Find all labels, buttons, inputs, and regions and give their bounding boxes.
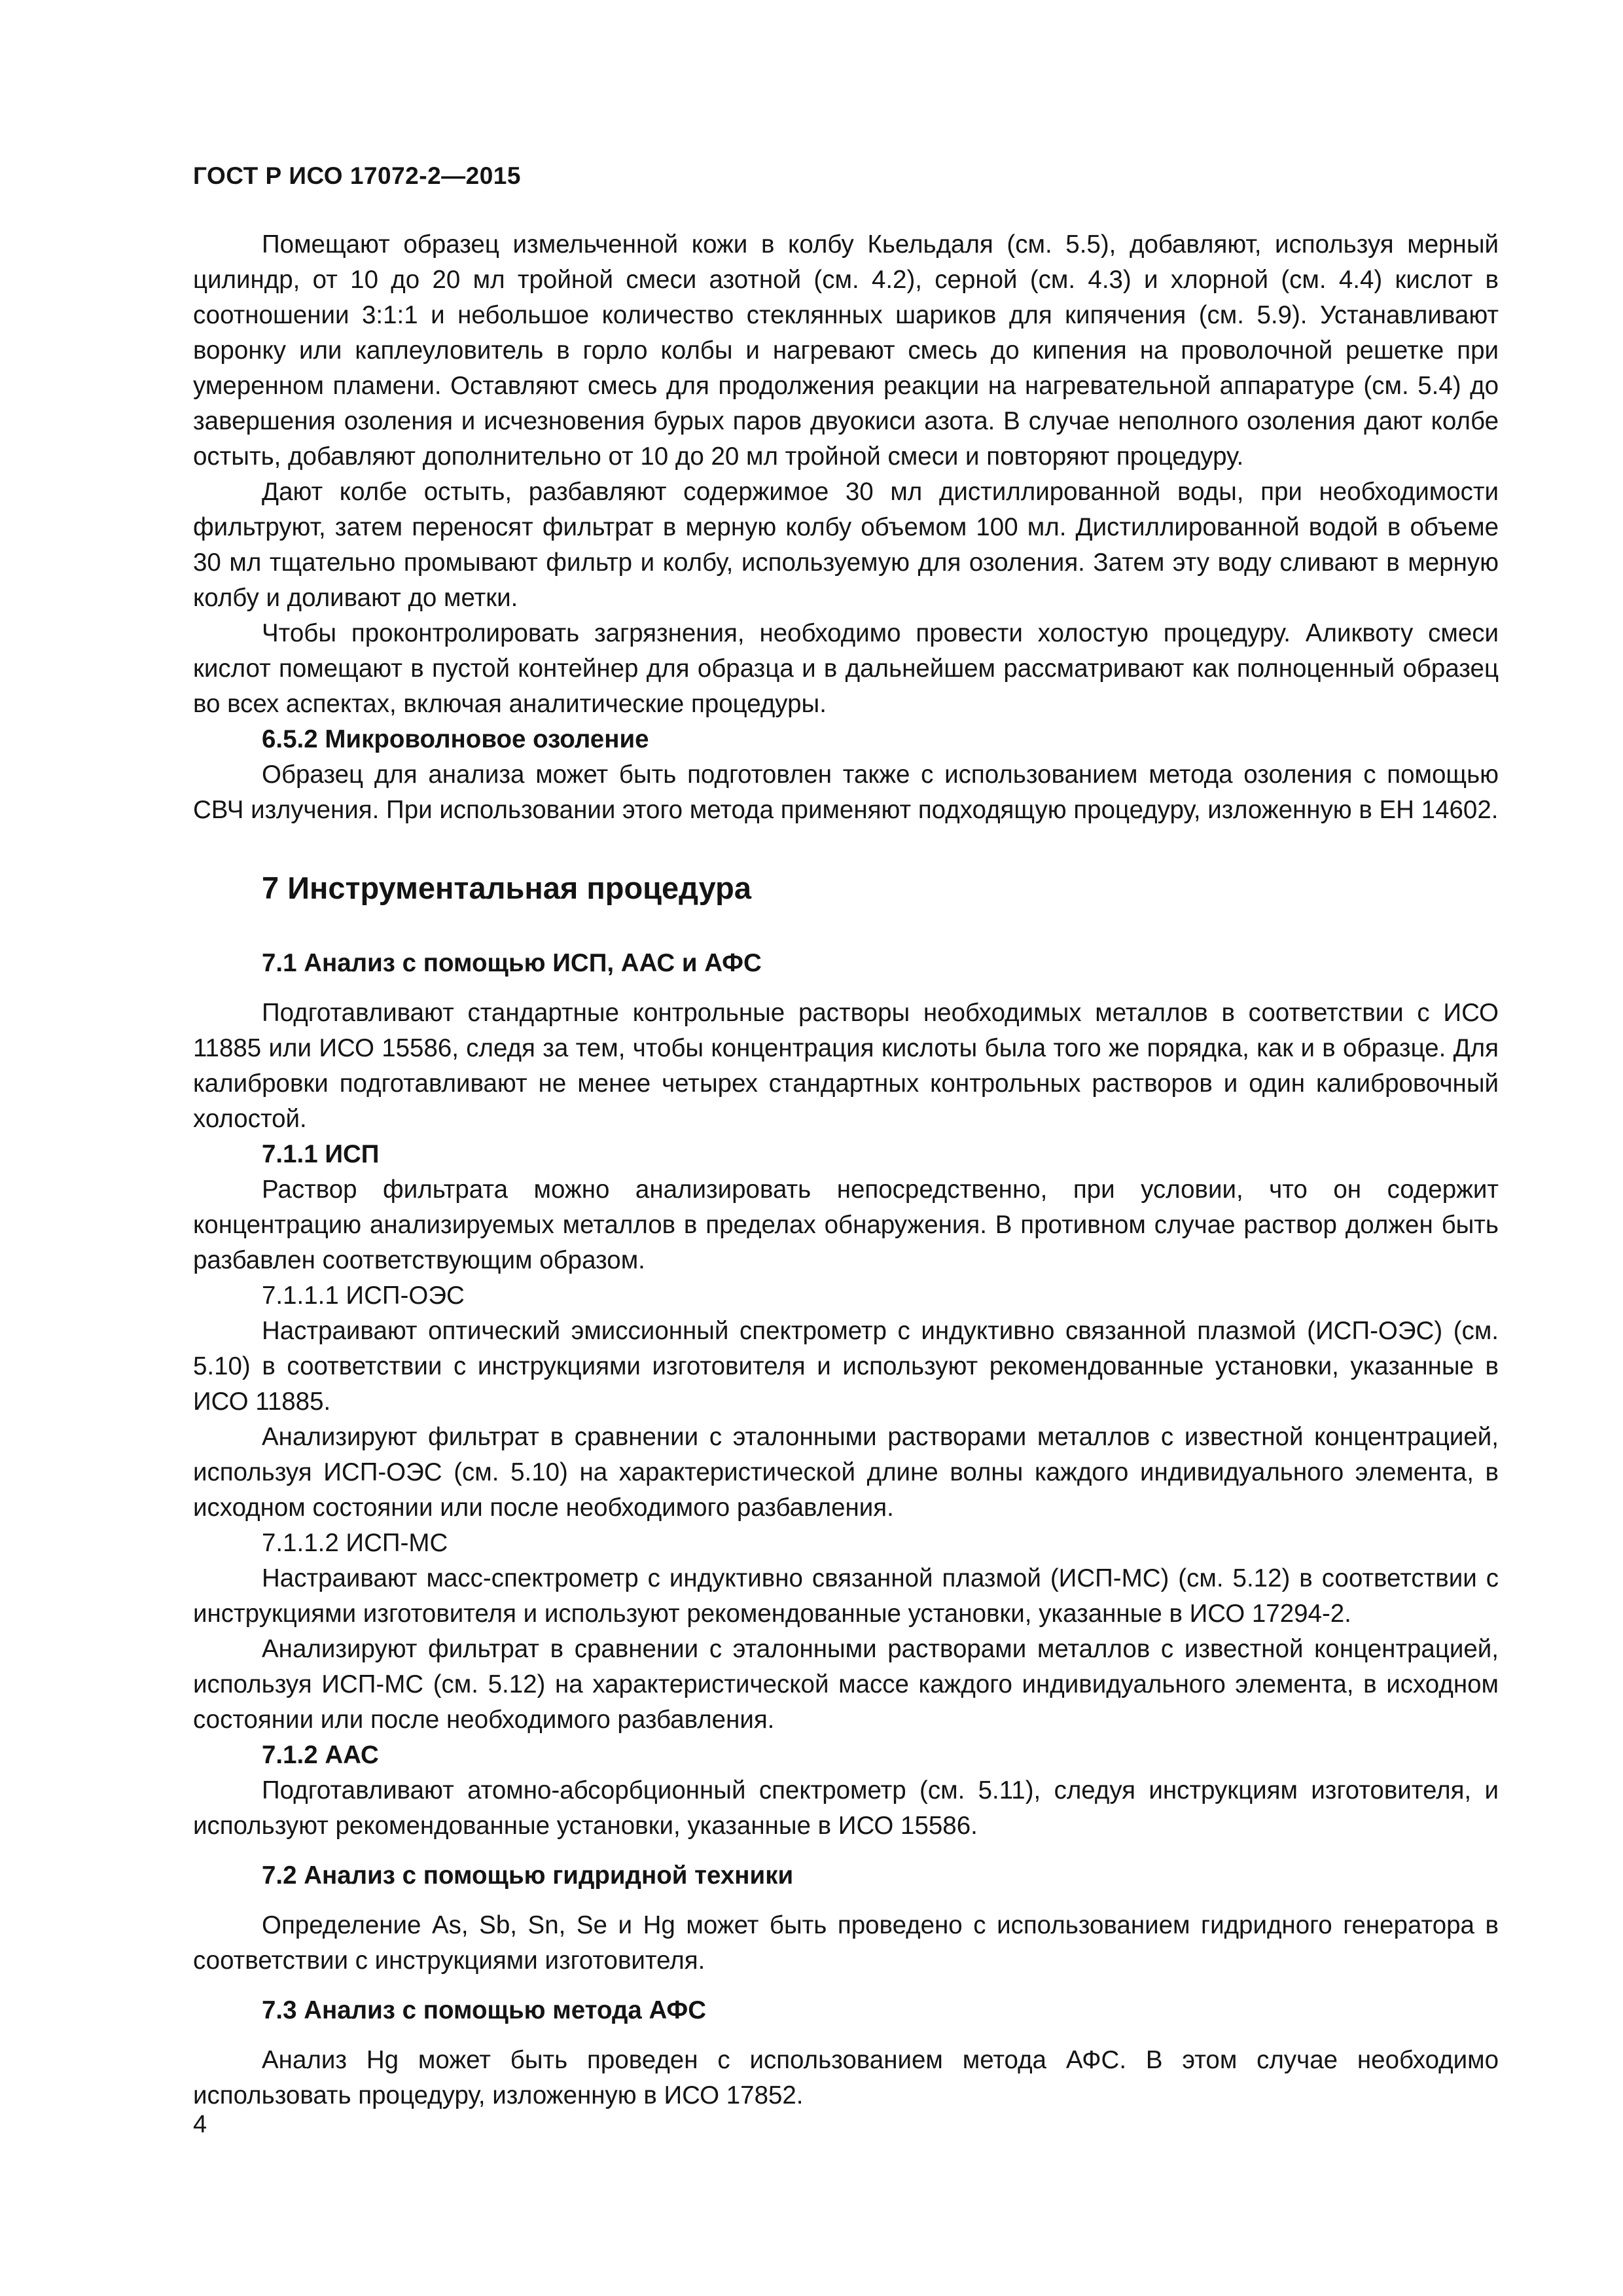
paragraph: Подготавливают стандартные контрольные растворы необходимых металлов в соответствии с ИСО 11885 или ИСО 15586, следя за тем, чтобы концентрация кислоты была того же порядка, как и в образце. Для калибровки подготавливают не менее четырех стандартных контрольных растворов и один калибровочный холостой. [193, 999, 1499, 1133]
paragraph: Раствор фильтрата можно анализировать непосредственно, при условии, что он содержит концентрацию анализируемых металлов в пределах обнаружения. В противном случае раствор должен быть разбавлен соответствующим образом. [193, 1175, 1499, 1274]
paragraph: Настраивают масс-спектрометр с индуктивно связанной плазмой (ИСП-МС) (см. 5.12) в соответствии с инструкциями изготовителя и используют рекомендованные установки, указанные в ИСО 17294-2. [193, 1564, 1499, 1628]
section-heading-7-1-1: 7.1.1 ИСП [262, 1140, 380, 1168]
section-heading-7-3: 7.3 Анализ с помощью метода АФС [262, 1996, 707, 2024]
paragraph: Помещают образец измельченной кожи в колбу Кьельдаля (см. 5.5), добавляют, используя мерный цилиндр, от 10 до 20 мл тройной смеси азотной (см. 4.2), серной (см. 4.3) и хлорной (см. 4.4) кислот в соотношении 3:1:1 и небольшое количество стеклянных шариков для кипячения (см. 5.9). Устанавливают воронку или каплеуловитель в горло колбы и нагревают смесь до кипения на проволочной решетке при умеренном пламени. Оставляют смесь для продолжения реакции на нагревательной аппаратуре (см. 5.4) до завершения озоления и исчезновения бурых паров двуокиси азота. В случае неполного озоления дают колбе остыть, добавляют дополнительно от 10 до 20 мл тройной смеси и повторяют процедуру. [193, 230, 1499, 471]
section-heading-7-1: 7.1 Анализ с помощью ИСП, ААС и АФС [262, 949, 762, 977]
document-header: ГОСТ Р ИСО 17072-2—2015 [193, 162, 521, 189]
section-heading-7-1-1-2: 7.1.1.2 ИСП-МС [262, 1529, 448, 1557]
section-heading-7-1-1-1: 7.1.1.1 ИСП-ОЭС [262, 1282, 465, 1310]
page-number: 4 [193, 2111, 207, 2138]
section-heading-7-1-2: 7.1.2 ААС [262, 1741, 379, 1769]
section-heading-7-2: 7.2 Анализ с помощью гидридной техники [262, 1861, 794, 1890]
paragraph: Анализируют фильтрат в сравнении с эталонными растворами металлов с известной концентрацией, используя ИСП-МС (см. 5.12) на характеристической массе каждого индивидуального элемента, в исходном состоянии или после необходимого разбавления. [193, 1635, 1499, 1734]
section-heading-6-5-2: 6.5.2 Микроволновое озоление [262, 725, 649, 753]
paragraph: Анализ Hg может быть проведен с использованием метода АФС. В этом случае необходимо использовать процедуру, изложенную в ИСО 17852. [193, 2046, 1499, 2109]
paragraph: Образец для анализа может быть подготовлен также с использованием метода озоления с помощью СВЧ излучения. При использовании этого метода применяют подходящую процедуру, изложенную в ЕН 14602. [193, 761, 1499, 824]
document-body [193, 227, 1499, 2113]
paragraph: Настраивают оптический эмиссионный спектрометр с индуктивно связанной плазмой (ИСП-ОЭС) (см. 5.10) в соответствии с инструкциями изготовителя и используют рекомендованные установки, указанные в ИСО 11885. [193, 1317, 1499, 1416]
section-heading-7: 7 Инструментальная процедура [262, 870, 751, 905]
paragraph: Анализируют фильтрат в сравнении с эталонными растворами металлов с известной концентрацией, используя ИСП-ОЭС (см. 5.10) на характеристической длине волны каждого индивидуального элемента, в исходном состоянии или после необходимого разбавления. [193, 1423, 1499, 1522]
paragraph: Чтобы проконтролировать загрязнения, необходимо провести холостую процедуру. Аликвоту смеси кислот помещают в пустой контейнер для образца и в дальнейшем рассматривают как полноценный образец во всех аспектах, включая аналитические процедуры. [193, 619, 1499, 718]
paragraph: Подготавливают атомно-абсорбционный спектрометр (см. 5.11), следуя инструкциям изготовителя, и используют рекомендованные установки, указанные в ИСО 15586. [193, 1776, 1499, 1840]
paragraph: Определение As, Sb, Sn, Se и Hg может быть проведено с использованием гидридного генератора в соответствии с инструкциями изготовителя. [193, 1911, 1499, 1975]
paragraph: Дают колбе остыть, разбавляют содержимое 30 мл дистиллированной воды, при необходимости фильтруют, затем переносят фильтрат в мерную колбу объемом 100 мл. Дистиллированной водой в объеме 30 мл тщательно промывают фильтр и колбу, используемую для озоления. Затем эту воду сливают в мерную колбу и доливают до метки. [193, 478, 1499, 612]
